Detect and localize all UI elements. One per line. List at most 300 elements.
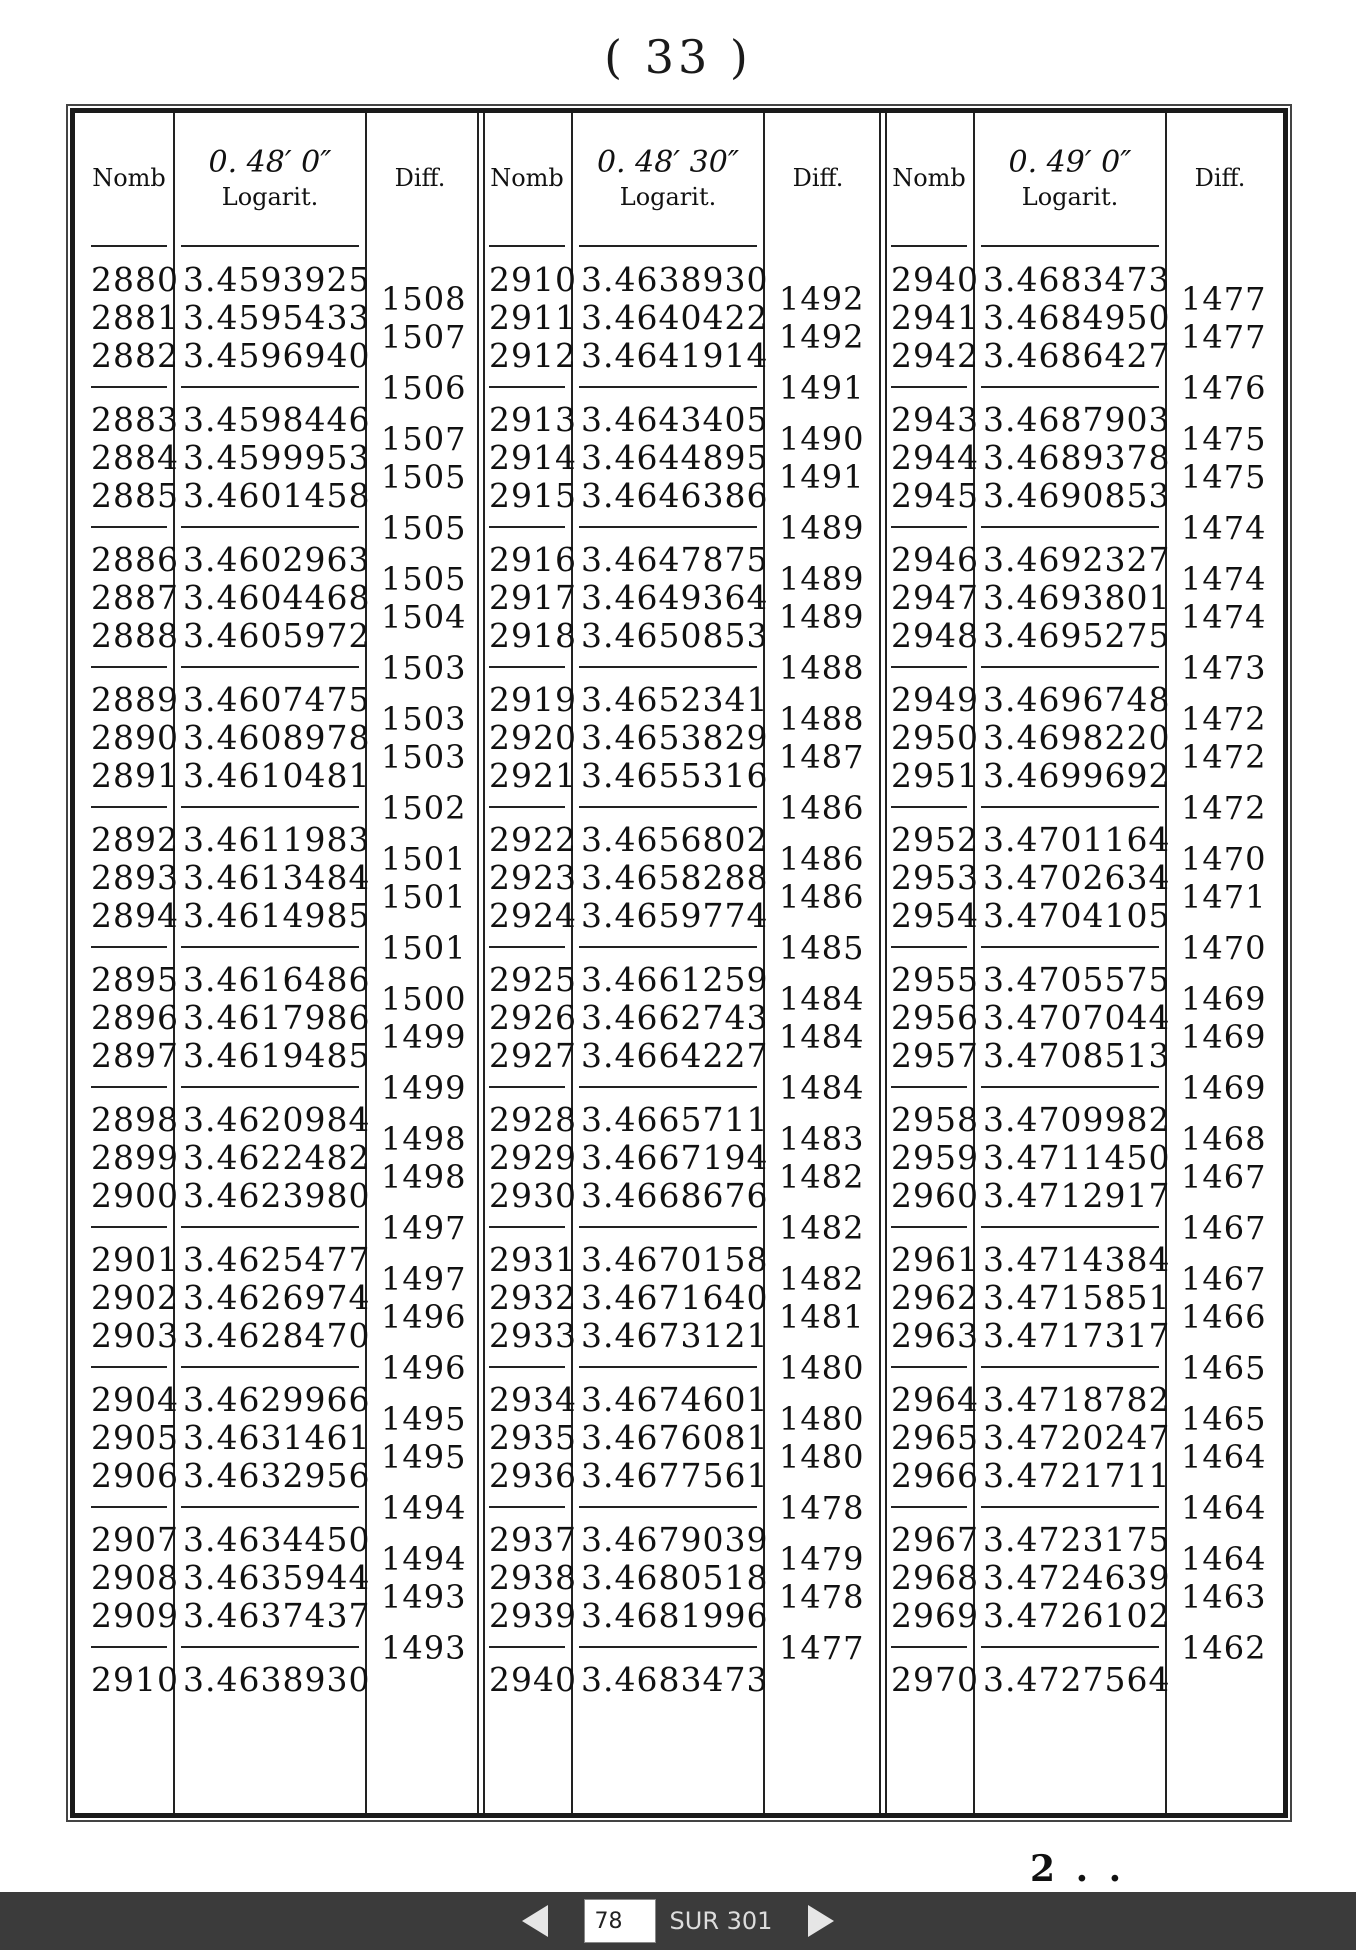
- log-cell: 3.4593925: [183, 260, 371, 299]
- diff-header: [1167, 113, 1273, 243]
- diff-cell: 1488: [779, 700, 865, 738]
- log-header: [573, 113, 763, 243]
- log-cell: 3.4723175: [983, 1520, 1171, 1559]
- log-column: [573, 113, 769, 1813]
- triangle-left-icon[interactable]: [522, 1905, 548, 1937]
- diff-cell: 1496: [381, 1298, 467, 1336]
- nomb-cell: 2946: [891, 540, 979, 579]
- nomb-cell: 2953: [891, 858, 979, 897]
- signature-mark: 2 . .: [1030, 1848, 1126, 1890]
- nomb-cell: 2902: [91, 1278, 179, 1317]
- group-rule: [579, 1646, 757, 1648]
- group-rule: [891, 666, 967, 668]
- diff-cell: 1472: [1181, 789, 1267, 827]
- nomb-cell: 2922: [489, 820, 577, 859]
- log-cell: 3.4709982: [983, 1100, 1171, 1139]
- group-rule: [181, 1646, 359, 1648]
- nomb-cell: 2970: [891, 1660, 979, 1699]
- nomb-cell: 2930: [489, 1176, 577, 1215]
- group-rule: [489, 1506, 565, 1508]
- log-cell: 3.4677561: [581, 1456, 769, 1495]
- nomb-cell: 2892: [91, 820, 179, 859]
- nomb-header: [85, 113, 173, 243]
- group-rule: [181, 1506, 359, 1508]
- group-rule: [181, 806, 359, 808]
- diff-cell: 1494: [381, 1489, 467, 1527]
- diff-cell: 1486: [779, 878, 865, 916]
- log-cell: 3.4635944: [183, 1558, 371, 1597]
- diff-cell: 1505: [381, 509, 467, 547]
- diff-cell: 1469: [1181, 1069, 1267, 1107]
- diff-cell: 1489: [779, 560, 865, 598]
- group-rule: [981, 1506, 1159, 1508]
- log-cell: 3.4610481: [183, 756, 371, 795]
- group-rule: [181, 666, 359, 668]
- diff-cell: 1498: [381, 1158, 467, 1196]
- log-cell: 3.4616486: [183, 960, 371, 999]
- nomb-cell: 2931: [489, 1240, 577, 1279]
- log-header: [975, 113, 1165, 243]
- nomb-header: [885, 113, 973, 243]
- log-cell: 3.4667194: [581, 1138, 769, 1177]
- nomb-cell: 2957: [891, 1036, 979, 1075]
- nomb-cell: 2938: [489, 1558, 577, 1597]
- group-rule: [981, 526, 1159, 528]
- group-rule: [489, 386, 565, 388]
- nomb-cell: 2918: [489, 616, 577, 655]
- log-cell: 3.4668676: [581, 1176, 769, 1215]
- diff-cell: 1494: [381, 1540, 467, 1578]
- header-rule: [981, 245, 1159, 247]
- nomb-cell: 2895: [91, 960, 179, 999]
- log-column: [175, 113, 371, 1813]
- nomb-cell: 2897: [91, 1036, 179, 1075]
- diff-cell: 1507: [381, 318, 467, 356]
- diff-cell: 1472: [1181, 700, 1267, 738]
- nomb-cell: 2909: [91, 1596, 179, 1635]
- group-rule: [891, 946, 967, 948]
- log-cell: 3.4601458: [183, 476, 371, 515]
- log-cell: 3.4595433: [183, 298, 371, 337]
- diff-cell: 1475: [1181, 458, 1267, 496]
- log-cell: 3.4681996: [581, 1596, 769, 1635]
- nomb-cell: 2921: [489, 756, 577, 795]
- log-cell: 3.4674601: [581, 1380, 769, 1419]
- nomb-cell: 2968: [891, 1558, 979, 1597]
- header-rule: [489, 245, 565, 247]
- diff-cell: 1492: [779, 318, 865, 356]
- nomb-cell: 2939: [489, 1596, 577, 1635]
- angle-label: 0. 48′ 30″: [596, 145, 740, 181]
- group-rule: [91, 1086, 167, 1088]
- log-cell: 3.4650853: [581, 616, 769, 655]
- page-number: ( 33 ): [604, 30, 752, 84]
- diff-cell: 1474: [1181, 509, 1267, 547]
- diff-cell: 1503: [381, 700, 467, 738]
- group-rule: [981, 666, 1159, 668]
- nomb-cell: 2911: [489, 298, 577, 337]
- diff-cell: 1469: [1181, 980, 1267, 1018]
- nomb-cell: 2898: [91, 1100, 179, 1139]
- nomb-cell: 2927: [489, 1036, 577, 1075]
- nomb-cell: 2926: [489, 998, 577, 1037]
- diff-cell: 1508: [381, 280, 467, 318]
- diff-cell: 1500: [381, 980, 467, 1018]
- nomb-cell: 2945: [891, 476, 979, 515]
- angle-label: 0. 48′ 0″: [208, 145, 332, 181]
- nomb-cell: 2943: [891, 400, 979, 439]
- diff-cell: 1476: [1181, 369, 1267, 407]
- group-rule: [981, 946, 1159, 948]
- log-cell: 3.4698220: [983, 718, 1171, 757]
- diff-cell: 1485: [779, 929, 865, 967]
- log-cell: 3.4704105: [983, 896, 1171, 935]
- group-rule: [579, 526, 757, 528]
- diff-cell: 1504: [381, 598, 467, 636]
- log-cell: 3.4607475: [183, 680, 371, 719]
- diff-cell: 1467: [1181, 1260, 1267, 1298]
- nomb-cell: 2912: [489, 336, 577, 375]
- log-cell: 3.4699692: [983, 756, 1171, 795]
- diff-cell: 1478: [779, 1578, 865, 1616]
- group-rule: [489, 1366, 565, 1368]
- nomb-cell: 2967: [891, 1520, 979, 1559]
- group-rule: [891, 806, 967, 808]
- log-cell: 3.4599953: [183, 438, 371, 477]
- diff-cell: 1470: [1181, 840, 1267, 878]
- log-cell: 3.4690853: [983, 476, 1171, 515]
- log-cell: 3.4640422: [581, 298, 769, 337]
- group-rule: [579, 946, 757, 948]
- diff-cell: 1496: [381, 1349, 467, 1387]
- log-cell: 3.4724639: [983, 1558, 1171, 1597]
- group-rule: [91, 526, 167, 528]
- log-cell: 3.4613484: [183, 858, 371, 897]
- nomb-cell: 2886: [91, 540, 179, 579]
- log-cell: 3.4653829: [581, 718, 769, 757]
- diff-cell: 1484: [779, 1069, 865, 1107]
- diff-cell: 1489: [779, 509, 865, 547]
- log-column: [975, 113, 1171, 1813]
- log-header-label: Logarit.: [619, 182, 717, 211]
- log-cell: 3.4684950: [983, 298, 1171, 337]
- log-cell: 3.4664227: [581, 1036, 769, 1075]
- nomb-cell: 2900: [91, 1176, 179, 1215]
- group-rule: [891, 1226, 967, 1228]
- nomb-cell: 2919: [489, 680, 577, 719]
- group-rule: [981, 806, 1159, 808]
- diff-cell: 1497: [381, 1260, 467, 1298]
- nomb-cell: 2940: [891, 260, 979, 299]
- nomb-cell: 2920: [489, 718, 577, 757]
- page-navigation-bar: [0, 1892, 1356, 1950]
- group-rule: [891, 1366, 967, 1368]
- diff-cell: 1493: [381, 1578, 467, 1616]
- group-rule: [579, 386, 757, 388]
- diff-cell: 1492: [779, 280, 865, 318]
- diff-cell: 1507: [381, 420, 467, 458]
- log-cell: 3.4661259: [581, 960, 769, 999]
- nomb-cell: 2932: [489, 1278, 577, 1317]
- nomb-cell: 2934: [489, 1380, 577, 1419]
- nomb-cell: 2961: [891, 1240, 979, 1279]
- log-cell: 3.4647875: [581, 540, 769, 579]
- nomb-cell: 2891: [91, 756, 179, 795]
- log-cell: 3.4683473: [983, 260, 1171, 299]
- log-cell: 3.4623980: [183, 1176, 371, 1215]
- log-cell: 3.4646386: [581, 476, 769, 515]
- nomb-cell: 2887: [91, 578, 179, 617]
- nomb-cell: 2969: [891, 1596, 979, 1635]
- nomb-cell: 2944: [891, 438, 979, 477]
- diff-cell: 1475: [1181, 420, 1267, 458]
- nomb-cell: 2952: [891, 820, 979, 859]
- log-cell: 3.4634450: [183, 1520, 371, 1559]
- log-cell: 3.4626974: [183, 1278, 371, 1317]
- nomb-column: [885, 113, 979, 1813]
- diff-cell: 1491: [779, 369, 865, 407]
- log-cell: 3.4628470: [183, 1316, 371, 1355]
- group-rule: [981, 386, 1159, 388]
- diff-cell: 1505: [381, 458, 467, 496]
- nomb-cell: 2955: [891, 960, 979, 999]
- log-cell: 3.4692327: [983, 540, 1171, 579]
- nomb-cell: 2906: [91, 1456, 179, 1495]
- diff-cell: 1464: [1181, 1438, 1267, 1476]
- log-cell: 3.4726102: [983, 1596, 1171, 1635]
- group-rule: [891, 1646, 967, 1648]
- diff-cell: 1467: [1181, 1158, 1267, 1196]
- nomb-cell: 2925: [489, 960, 577, 999]
- diff-cell: 1468: [1181, 1120, 1267, 1158]
- diff-cell: 1489: [779, 598, 865, 636]
- diff-cell: 1466: [1181, 1298, 1267, 1336]
- log-cell: 3.4662743: [581, 998, 769, 1037]
- group-rule: [91, 666, 167, 668]
- group-rule: [181, 946, 359, 948]
- log-cell: 3.4598446: [183, 400, 371, 439]
- nomb-cell: 2890: [91, 718, 179, 757]
- diff-cell: 1480: [779, 1400, 865, 1438]
- nomb-cell: 2929: [489, 1138, 577, 1177]
- diff-cell: 1463: [1181, 1578, 1267, 1616]
- nomb-header-label: Nomb: [490, 164, 564, 192]
- group-rule: [91, 946, 167, 948]
- nomb-cell: 2933: [489, 1316, 577, 1355]
- nomb-cell: 2882: [91, 336, 179, 375]
- nomb-cell: 2964: [891, 1380, 979, 1419]
- nomb-cell: 2947: [891, 578, 979, 617]
- log-header: [175, 113, 365, 243]
- nomb-cell: 2896: [91, 998, 179, 1037]
- diff-cell: 1479: [779, 1540, 865, 1578]
- log-cell: 3.4625477: [183, 1240, 371, 1279]
- log-cell: 3.4620984: [183, 1100, 371, 1139]
- log-cell: 3.4679039: [581, 1520, 769, 1559]
- diff-cell: 1465: [1181, 1400, 1267, 1438]
- log-cell: 3.4676081: [581, 1418, 769, 1457]
- group-rule: [181, 1086, 359, 1088]
- diff-cell: 1480: [779, 1349, 865, 1387]
- header-rule: [181, 245, 359, 247]
- nomb-cell: 2903: [91, 1316, 179, 1355]
- log-cell: 3.4670158: [581, 1240, 769, 1279]
- log-cell: 3.4665711: [581, 1100, 769, 1139]
- nomb-cell: 2948: [891, 616, 979, 655]
- nomb-cell: 2924: [489, 896, 577, 935]
- log-cell: 3.4644895: [581, 438, 769, 477]
- group-rule: [181, 386, 359, 388]
- group-rule: [579, 1226, 757, 1228]
- log-cell: 3.4605972: [183, 616, 371, 655]
- nomb-cell: 2940: [489, 1660, 577, 1699]
- diff-cell: 1484: [779, 980, 865, 1018]
- log-cell: 3.4659774: [581, 896, 769, 935]
- diff-cell: 1503: [381, 649, 467, 687]
- group-rule: [891, 1506, 967, 1508]
- diff-cell: 1482: [779, 1260, 865, 1298]
- nomb-cell: 2923: [489, 858, 577, 897]
- nomb-cell: 2951: [891, 756, 979, 795]
- log-cell: 3.4707044: [983, 998, 1171, 1037]
- log-cell: 3.4695275: [983, 616, 1171, 655]
- diff-cell: 1465: [1181, 1349, 1267, 1387]
- diff-cell: 1497: [381, 1209, 467, 1247]
- log-cell: 3.4638930: [581, 260, 769, 299]
- log-cell: 3.4629966: [183, 1380, 371, 1419]
- group-rule: [91, 1646, 167, 1648]
- nomb-cell: 2966: [891, 1456, 979, 1495]
- group-rule: [981, 1366, 1159, 1368]
- group-rule: [489, 946, 565, 948]
- log-cell: 3.4696748: [983, 680, 1171, 719]
- diff-cell: 1499: [381, 1018, 467, 1056]
- log-cell: 3.4643405: [581, 400, 769, 439]
- nomb-cell: 2937: [489, 1520, 577, 1559]
- page-number-input[interactable]: [584, 1899, 656, 1943]
- diff-cell: 1462: [1181, 1629, 1267, 1667]
- log-cell: 3.4632956: [183, 1456, 371, 1495]
- diff-cell: 1464: [1181, 1489, 1267, 1527]
- log-cell: 3.4631461: [183, 1418, 371, 1457]
- diff-cell: 1502: [381, 789, 467, 827]
- log-cell: 3.4604468: [183, 578, 371, 617]
- nomb-cell: 2954: [891, 896, 979, 935]
- group-rule: [981, 1086, 1159, 1088]
- nomb-cell: 2935: [489, 1418, 577, 1457]
- nomb-cell: 2942: [891, 336, 979, 375]
- group-rule: [181, 526, 359, 528]
- nomb-column: [85, 113, 179, 1813]
- nomb-cell: 2928: [489, 1100, 577, 1139]
- nomb-cell: 2883: [91, 400, 179, 439]
- diff-cell: 1491: [779, 458, 865, 496]
- nomb-cell: 2881: [91, 298, 179, 337]
- log-cell: 3.4673121: [581, 1316, 769, 1355]
- nomb-cell: 2889: [91, 680, 179, 719]
- table-block-1: [483, 113, 871, 1813]
- diff-cell: 1498: [381, 1120, 467, 1158]
- group-rule: [91, 386, 167, 388]
- log-cell: 3.4641914: [581, 336, 769, 375]
- log-cell: 3.4614985: [183, 896, 371, 935]
- group-rule: [91, 1366, 167, 1368]
- triangle-right-icon[interactable]: [808, 1905, 834, 1937]
- diff-cell: 1482: [779, 1209, 865, 1247]
- nomb-header-label: Nomb: [92, 164, 166, 192]
- nomb-header: [483, 113, 571, 243]
- log-cell: 3.4711450: [983, 1138, 1171, 1177]
- log-cell: 3.4715851: [983, 1278, 1171, 1317]
- diff-cell: 1467: [1181, 1209, 1267, 1247]
- log-header-label: Logarit.: [1021, 182, 1119, 211]
- diff-cell: 1474: [1181, 598, 1267, 636]
- log-cell: 3.4680518: [581, 1558, 769, 1597]
- nomb-cell: 2963: [891, 1316, 979, 1355]
- nomb-cell: 2899: [91, 1138, 179, 1177]
- log-cell: 3.4652341: [581, 680, 769, 719]
- nomb-cell: 2907: [91, 1520, 179, 1559]
- log-cell: 3.4702634: [983, 858, 1171, 897]
- nomb-cell: 2910: [91, 1660, 179, 1699]
- nomb-cell: 2910: [489, 260, 577, 299]
- nomb-cell: 2888: [91, 616, 179, 655]
- log-cell: 3.4721711: [983, 1456, 1171, 1495]
- page-total-label: SUR 301: [669, 1907, 773, 1935]
- group-rule: [981, 1646, 1159, 1648]
- log-cell: 3.4658288: [581, 858, 769, 897]
- diff-cell: 1482: [779, 1158, 865, 1196]
- diff-cell: 1488: [779, 649, 865, 687]
- diff-cell: 1477: [1181, 280, 1267, 318]
- log-cell: 3.4602963: [183, 540, 371, 579]
- log-cell: 3.4717317: [983, 1316, 1171, 1355]
- nomb-cell: 2958: [891, 1100, 979, 1139]
- log-cell: 3.4701164: [983, 820, 1171, 859]
- group-rule: [891, 1086, 967, 1088]
- table-block-2: [885, 113, 1273, 1813]
- group-rule: [489, 1646, 565, 1648]
- log-cell: 3.4622482: [183, 1138, 371, 1177]
- diff-cell: 1486: [779, 840, 865, 878]
- diff-cell: 1493: [381, 1629, 467, 1667]
- log-cell: 3.4656802: [581, 820, 769, 859]
- group-rule: [489, 666, 565, 668]
- diff-cell: 1478: [779, 1489, 865, 1527]
- log-cell: 3.4608978: [183, 718, 371, 757]
- log-cell: 3.4712917: [983, 1176, 1171, 1215]
- diff-cell: 1486: [779, 789, 865, 827]
- log-cell: 3.4714384: [983, 1240, 1171, 1279]
- log-cell: 3.4693801: [983, 578, 1171, 617]
- group-rule: [489, 1226, 565, 1228]
- nomb-cell: 2885: [91, 476, 179, 515]
- diff-cell: 1472: [1181, 738, 1267, 776]
- diff-cell: 1474: [1181, 560, 1267, 598]
- group-rule: [579, 1366, 757, 1368]
- diff-column: [367, 113, 473, 1813]
- diff-cell: 1464: [1181, 1540, 1267, 1578]
- log-cell: 3.4596940: [183, 336, 371, 375]
- diff-column: [765, 113, 871, 1813]
- diff-cell: 1487: [779, 738, 865, 776]
- nomb-cell: 2884: [91, 438, 179, 477]
- nomb-cell: 2914: [489, 438, 577, 477]
- diff-cell: 1469: [1181, 1018, 1267, 1056]
- table-block-0: [85, 113, 473, 1813]
- group-rule: [891, 526, 967, 528]
- nomb-cell: 2915: [489, 476, 577, 515]
